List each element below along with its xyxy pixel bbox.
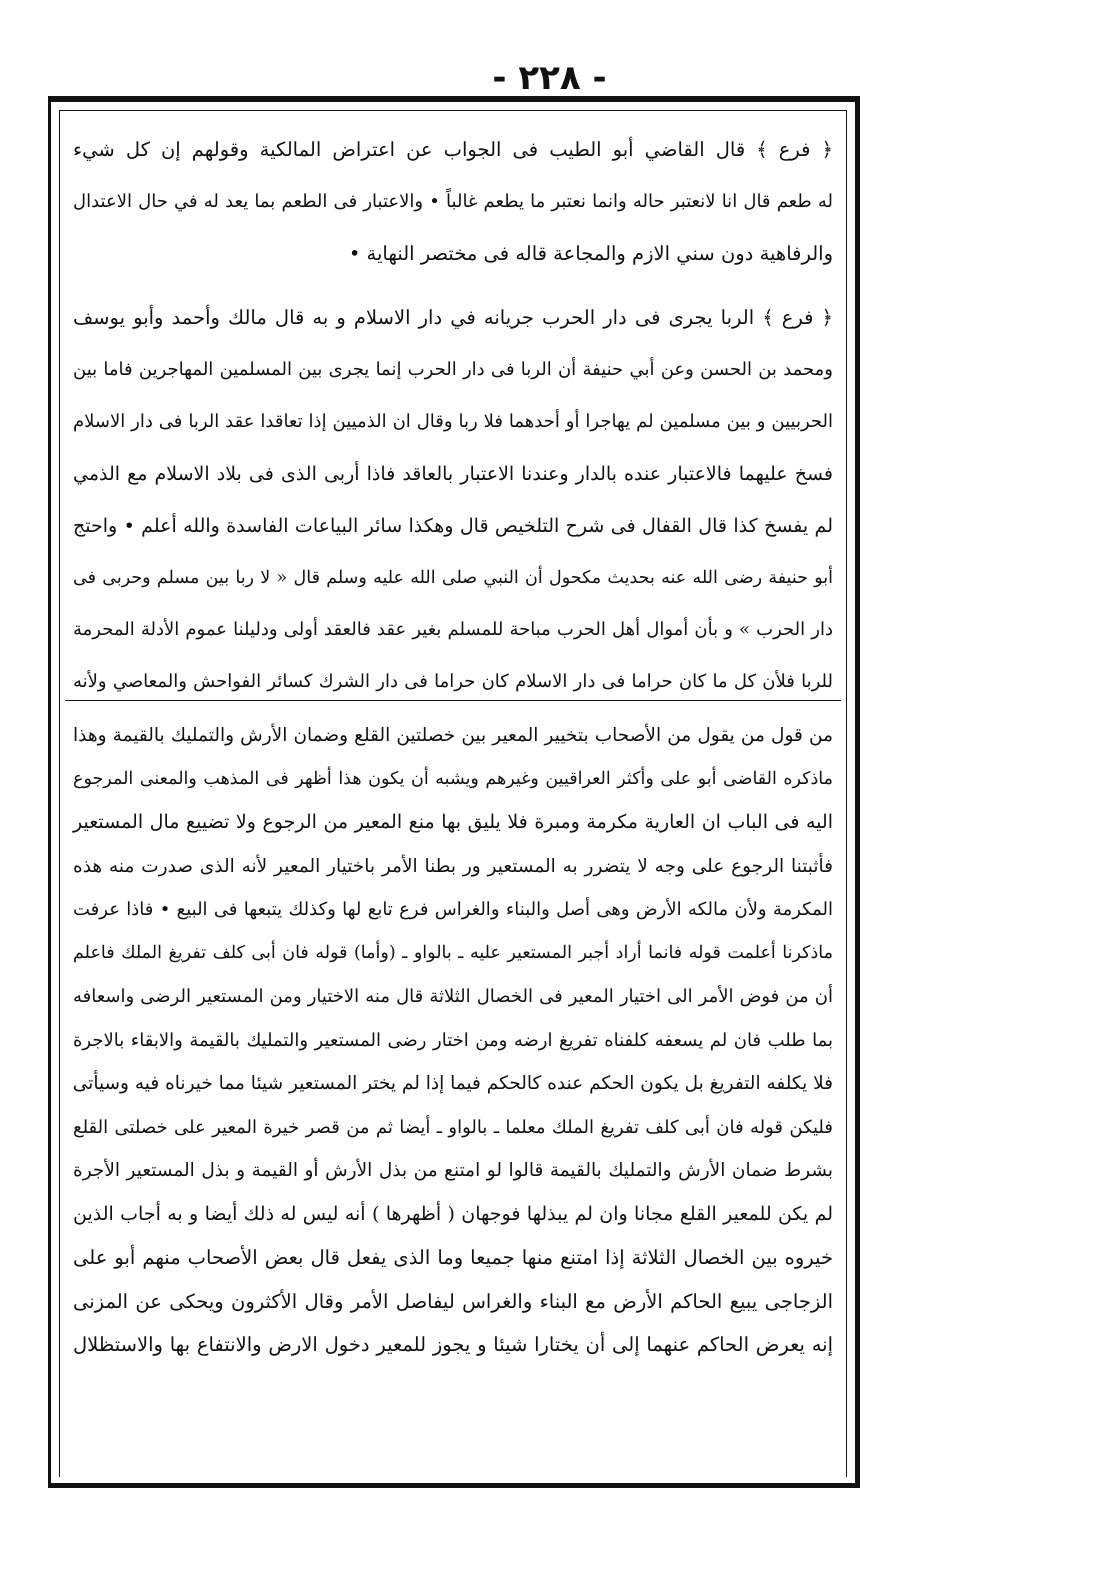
page-number: - ٢٢٨ -: [492, 58, 607, 98]
commentary-line: فلا يكلفه التفريغ بل يكون الحكم عنده كالحكم فيما إذا لم يختر المستعير شيئا مما خيرناه فيه وسيأتى: [72, 1073, 833, 1094]
commentary-line: فليكن قوله فان أبى كلف تفريغ الملك معلما ـ بالواو ـ أيضا ثم من قصر خيرة المعير على خصلتى القلع: [73, 1116, 833, 1138]
commentary-line: اليه فى الباب ان العارية مكرمة ومبرة فلا يليق بها منع المعير من الرجوع ولا تضييع مال المستعير: [73, 811, 833, 833]
main-text-line: للربا فلأن كل ما كان حراما فى دار الاسلام كان حراما فى دار الشرك كسائر الفواحش والمعاصي ولأنه: [73, 671, 834, 692]
commentary-line: فأثبتنا الرجوع على وجه لا يتضرر به المستعير ور بطنا الأمر باختيار المعير لأنه الذى صدرت منه هذه: [73, 855, 833, 877]
commentary-line: بشرط ضمان الأرش والتمليك بالقيمة قالوا لو امتنع من بذل الأرش أو القيمة و بذل المستعير الأجرة: [73, 1160, 833, 1181]
commentary-line: ماذكرنا أعلمت قوله فانما أراد أجبر المستعير عليه ـ بالواو ـ (وأما) قوله فان أبى كلف تفريغ الملك فاعلم: [73, 942, 833, 963]
paragraph-gap: [73, 280, 833, 292]
main-text-line: ومحمد بن الحسن وعن أبي حنيفة أن الربا فى دار الحرب إنما يجرى بين المسلمين المهاجرين فاما بين: [73, 359, 833, 380]
commentary-line: بما طلب فان لم يسعفه كلفناه تفريغ ارضه ومن اختار رضى المستعير والتمليك بالقيمة والابقاء بالاجرة: [73, 1029, 833, 1051]
main-text-line: الحربيين و بين مسلمين لم يهاجرا أو أحدهما فلا ربا وقال ان الذميين إذا تعاقدا عقد الربا فى دار الاسلام: [73, 411, 833, 432]
commentary-line: أن من فوض الأمر الى اختيار المعير فى الخصال الثلاثة قال منه الاختيار ومن المستعير الرضى واسعافه: [73, 986, 833, 1007]
main-text-line: أبو حنيفة رضى الله عنه بحديث مكحول أن النبي صلى الله عليه وسلم قال « لا ربا بين مسلم وحربى فى: [73, 568, 833, 588]
main-text-line: ﴿ فرع ﴾ الربا يجرى فى دار الحرب جريانه في دار الاسلام و به قال مالك وأحمد وأبو يوسف: [73, 306, 833, 329]
commentary-line: المكرمة ولأن مالكه الأرض وهى أصل والبناء والغراس فرع تابع لها وكذلك يتبعها فى البيع • فاذا عرفت: [73, 899, 833, 920]
main-text-line: دار الحرب » و بأن أموال أهل الحرب مباحة للمسلم بغير عقد فالعقد أولى ودليلنا عموم الأدلة المحرمة: [73, 619, 833, 640]
main-text-line: ﴿ فرع ﴾ قال القاضي أبو الطيب فى الجواب عن اعتراض المالكية وقولهم إن كل شيء: [73, 138, 833, 161]
commentary-line: لم يكن للمعير القلع مجانا وان لم يبذلها فوجهان ( أظهرها ) أنه ليس له ذلك أيضا و به أجاب الذين: [73, 1202, 833, 1225]
main-text-line: فسخ عليهما فالاعتبار عنده بالدار وعندنا الاعتبار بالعاقد فاذا أربى الذى فى بلاد الاسلام مع الذمي: [73, 463, 833, 485]
commentary-line: من قول من يقول من الأصحاب بتخيير المعير بين خصلتين القلع وضمان الأرش والتمليك بالقيمة وهذا: [73, 725, 833, 746]
main-text-line: له طعم قال انا لانعتبر حاله وانما نعتبر ما يطعم غالباً • والاعتبار فى الطعم بما يعد له في حال الاعتدال: [73, 191, 833, 212]
commentary-line: إنه يعرض الحاكم عنهما إلى أن يختارا شيئا و يجوز للمعير دخول الارض والانتفاع بها والاستظلال: [73, 1333, 833, 1356]
page-frame: [48, 96, 860, 1488]
main-text-line: والرفاهية دون سني الازم والمجاعة قاله فى مختصر النهاية •: [348, 242, 833, 265]
section-divider: [65, 700, 841, 701]
main-text-line: لم يفسخ كذا قال القفال فى شرح التلخيص قال وهكذا سائر البياعات الفاسدة والله أعلم • واحتج: [73, 515, 833, 537]
main-text: [73, 124, 833, 708]
commentary-text: [73, 714, 833, 1367]
commentary-line: ماذكره القاضى أبو على وأكثر العراقيين وغيرهم ويشبه أن يكون هذا أظهر فى المذهب والمعنى المرجوع: [73, 768, 833, 789]
commentary-line: خيروه بين الخصال الثلاثة إذا امتنع منها جميعا وما الذى يفعل قال بعض الأصحاب منهم أبو على: [73, 1246, 833, 1269]
commentary-line: الزجاجى يبيع الحاكم الأرض مع البناء والغراس ليفاصل الأمر وقال الأكثرون ويحكى عن المزنى: [73, 1289, 833, 1313]
